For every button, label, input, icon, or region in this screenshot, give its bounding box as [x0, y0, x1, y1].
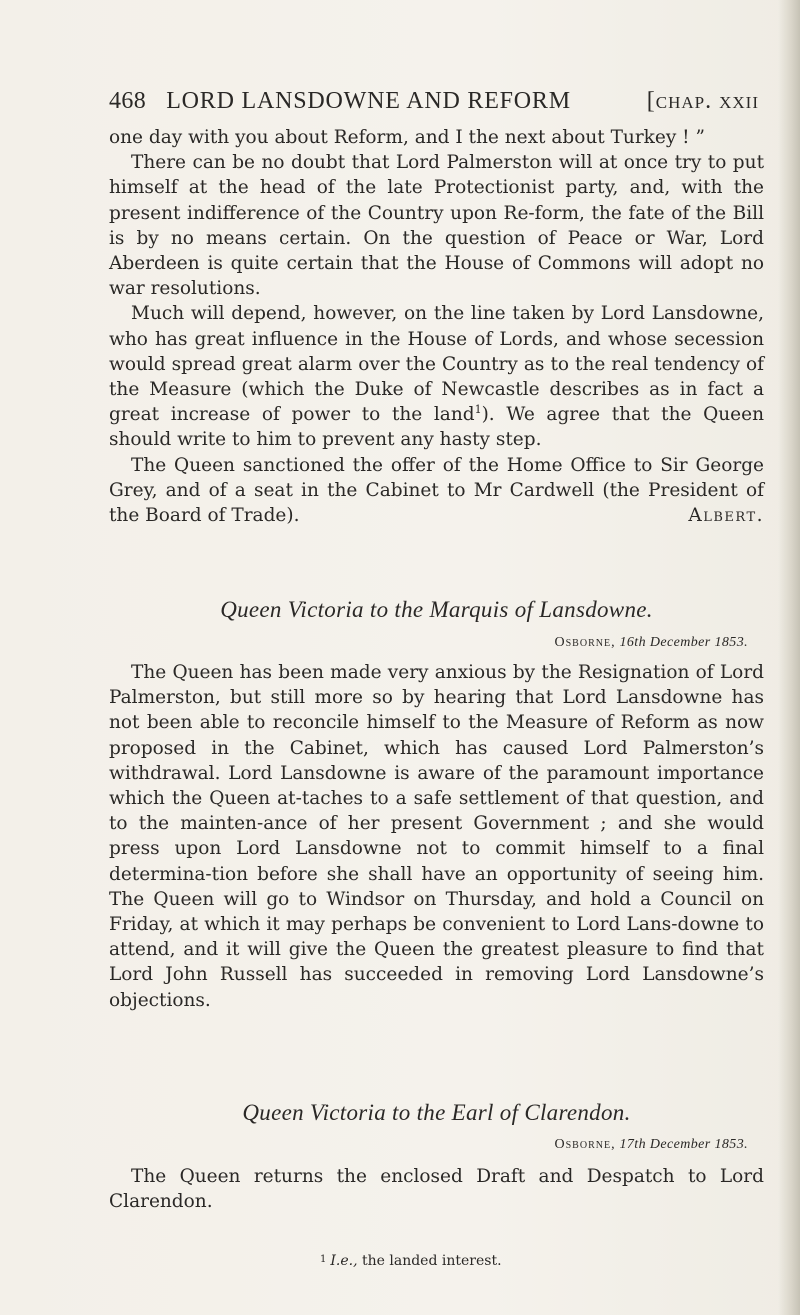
- letter-place: Osborne,: [554, 1137, 616, 1152]
- footnote: [320, 1251, 502, 1270]
- paragraph: one day with you about Reform, and I the next about Turkey ! ”: [109, 127, 705, 148]
- page-number: 468: [109, 88, 147, 114]
- letter-heading: Queen Victoria to the Marquis of Lansdowne.: [220, 597, 653, 622]
- paragraph: There can be no doubt that Lord Palmerston will at once try to put himself at the head of the late Protectionist party, and, with the present indifference of the Country upon Re-form, the fate of the Bill is by no means certain. On the question of Peace or War, Lord Aberdeen is quite certain that the House of Commons will adopt no war resolutions.: [109, 152, 764, 300]
- letter-dateline: [555, 634, 749, 652]
- footnote-abbrev: I.e.,: [330, 1253, 358, 1269]
- running-title: LORD LANSDOWNE AND REFORM: [166, 88, 571, 114]
- footnote-reference: 1: [474, 403, 482, 417]
- paragraph-text: Much will depend, however, on the line taken by Lord Lansdowne, who has great influence in the House of Lords, and whose secession would spread great alarm over the Country as to the real tendency of the Measure (which the Duke of Newcastle describes as in fact a great increase of power to the land: [109, 303, 764, 426]
- letter-heading: Queen Victoria to the Earl of Clarendon.: [242, 1100, 631, 1125]
- letter-dateline: [555, 1136, 749, 1154]
- letter-body: [109, 660, 764, 1013]
- footnote-text: the landed interest.: [362, 1253, 502, 1269]
- letter-place: Osborne,: [554, 635, 616, 650]
- running-header: [109, 86, 769, 116]
- letter-body: [109, 1164, 764, 1214]
- paragraph: The Queen sanctioned the offer of the Home Office to Sir George Grey, and of a seat in the Cabinet to Mr Cardwell (the President of the Board of Trade).: [109, 454, 764, 527]
- letter-date: 16th December 1853.: [619, 635, 748, 650]
- chapter-label: [chap. xxii: [646, 88, 759, 114]
- signature: Albert.: [688, 505, 764, 527]
- paragraph: The Queen has been made very anxious by the Resignation of Lord Palmerston, but still more so by hearing that Lord Lansdowne has not been able to reconcile himself to the Measure of Reform as now proposed in the Cabinet, which has caused Lord Palmerston’s withdrawal. Lord Lansdowne is aware of the paramount importance which the Queen at-taches to a safe settlement of that question, and to the mainten-ance of her present Government ; and she would press upon Lord Lansdowne not to commit himself to a final determina-tion before she shall have an opportunity of seeing him. The Queen will go to Windsor on Thursday, and hold a Council on Friday, at which it may perhaps be convenient to Lord Lans-downe to attend, and it will give the Queen the greatest pleasure to find that Lord John Russell has succeeded in removing Lord Lansdowne’s objections.: [109, 662, 764, 1011]
- section-body: [109, 125, 764, 528]
- footnote-mark: 1: [320, 1254, 327, 1265]
- paragraph-text: ). We agree that the Queen should write to him to prevent any hasty step.: [109, 404, 764, 451]
- page-edge-shadow: [778, 0, 800, 1315]
- paragraph: The Queen returns the enclosed Draft and Despatch to Lord Clarendon.: [109, 1166, 764, 1213]
- letter-date: 17th December 1853.: [619, 1137, 748, 1152]
- paragraph: [109, 301, 764, 452]
